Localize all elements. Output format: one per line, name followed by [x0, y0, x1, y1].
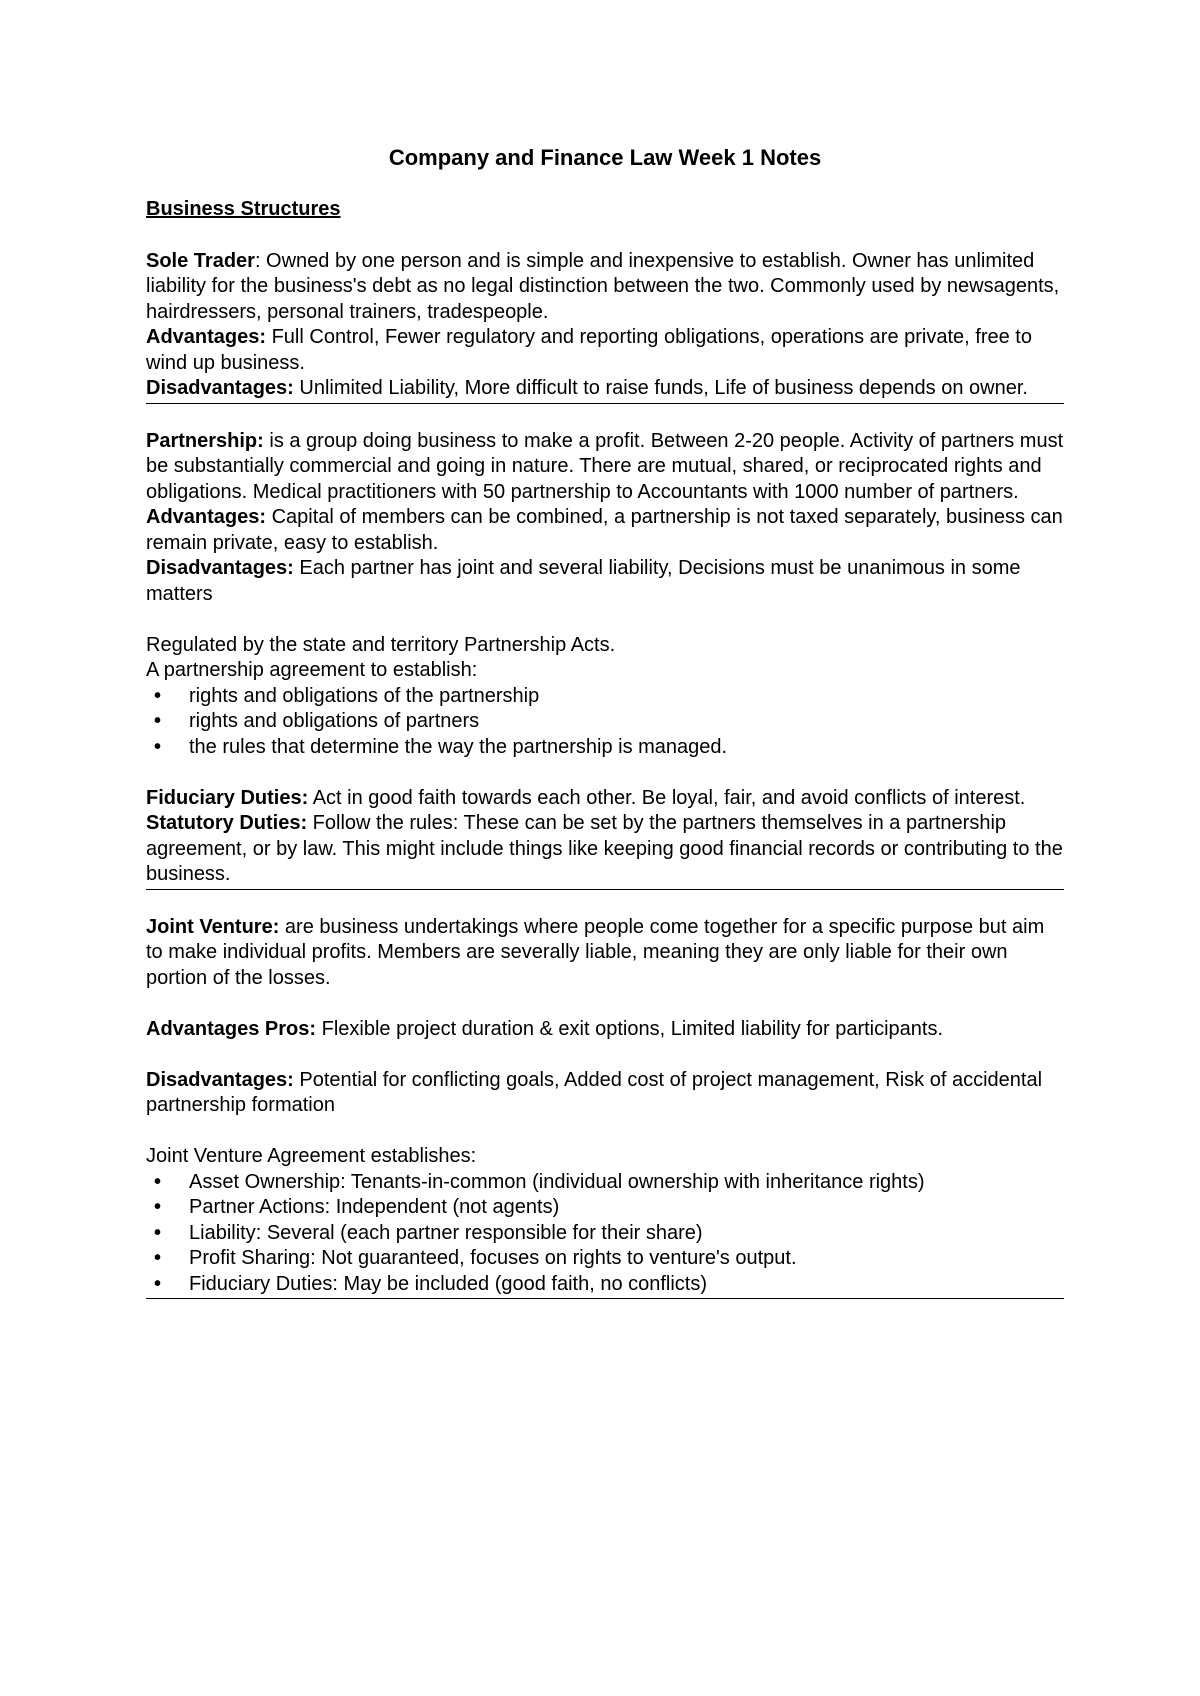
- document-title: Company and Finance Law Week 1 Notes: [388, 145, 822, 170]
- partnership-section: [146, 429, 1064, 888]
- list-item: • rights and obligations of the partnership: [146, 684, 1064, 710]
- list-item: • rights and obligations of partners: [146, 709, 1064, 735]
- partnership-label: Partnership:: [146, 429, 264, 452]
- section-divider: [146, 889, 1064, 890]
- sole-trader-paragraph: [146, 249, 1064, 326]
- sole-trader-disadvantages: [146, 376, 1064, 402]
- joint-venture-agreement-intro: Joint Venture Agreement establishes:: [146, 1145, 477, 1167]
- advantages-label: Advantages:: [146, 506, 267, 528]
- disadvantages-label: Disadvantages:: [146, 557, 294, 579]
- fiduciary-text: Act in good faith towards each other. Be loyal, fair, and avoid conflicts of interest.: [308, 786, 1026, 809]
- partnership-disadvantages: [146, 556, 1064, 607]
- partnership-regulated: Regulated by the state and territory Partnership Acts.: [146, 633, 616, 656]
- sole-trader-label: Sole Trader: [146, 249, 255, 272]
- partnership-agreement-list: [146, 684, 1064, 761]
- sole-trader-section: [146, 249, 1064, 402]
- list-item: • Liability: Several (each partner responsible for their share): [146, 1221, 1064, 1247]
- joint-venture-label: Joint Venture:: [146, 915, 280, 938]
- document-content: [146, 143, 1064, 1324]
- section-heading: Business Structures: [146, 198, 341, 220]
- disadvantages-text: Each partner has joint and several liability, Decisions must be unanimous in some matters: [146, 557, 1021, 605]
- joint-venture-section: [146, 915, 1064, 1298]
- joint-venture-advantages: [146, 1017, 1064, 1043]
- partnership-text: is a group doing business to make a profit. Between 2-20 people. Activity of partners must be substantially commercial and going in nature. There are mutual, shared, or reciprocated rights and obligations. Medical practitioners with 50 partnership to Accountants with 1000 number of partners.: [146, 429, 1064, 503]
- disadvantages-label: Disadvantages:: [146, 377, 294, 399]
- advantages-label: Advantages Pros:: [146, 1017, 317, 1040]
- list-item: • Fiduciary Duties: May be included (good faith, no conflicts): [146, 1272, 1064, 1298]
- section-divider: [146, 1298, 1064, 1299]
- statutory-text: Follow the rules: These can be set by the partners themselves in a partnership agreement, or by law. This might include things like keeping good financial records or contributing to the business.: [146, 812, 1063, 885]
- sole-trader-text: : Owned by one person and is simple and inexpensive to establish. Owner has unlimited liability for the business's debt as no legal distinction between the two. Commonly used by newsagents, hairdressers, personal trainers, tradespeople.: [146, 249, 1060, 323]
- list-item: • Partner Actions: Independent (not agents): [146, 1195, 1064, 1221]
- advantages-text: Capital of members can be combined, a partnership is not taxed separately, business can remain private, easy to establish.: [146, 506, 1063, 554]
- disadvantages-label: Disadvantages:: [146, 1068, 294, 1091]
- partnership-advantages: [146, 505, 1064, 556]
- list-item: • Profit Sharing: Not guaranteed, focuses on rights to venture's output.: [146, 1246, 1064, 1272]
- advantages-text: Flexible project duration & exit options, Limited liability for participants.: [316, 1017, 944, 1040]
- section-divider: [146, 403, 1064, 404]
- disadvantages-text: Potential for conflicting goals, Added cost of project management, Risk of accidental partnership formation: [146, 1068, 1043, 1116]
- statutory-label: Statutory Duties:: [146, 812, 308, 834]
- list-item: • Asset Ownership: Tenants-in-common (individual ownership with inheritance rights): [146, 1170, 1064, 1196]
- list-item: • the rules that determine the way the partnership is managed.: [146, 735, 1064, 761]
- joint-venture-disadvantages: [146, 1068, 1064, 1119]
- partnership-agreement-intro: A partnership agreement to establish:: [146, 659, 478, 681]
- partnership-paragraph: [146, 429, 1064, 506]
- fiduciary-duties: [146, 786, 1064, 812]
- sole-trader-advantages: [146, 325, 1064, 376]
- disadvantages-text: Unlimited Liability, More difficult to raise funds, Life of business depends on owner.: [293, 377, 1028, 399]
- joint-venture-text: are business undertakings where people come together for a specific purpose but aim to make individual profits. Members are severally liable, meaning they are only liable for their own portion of the losses.: [146, 915, 1045, 989]
- joint-venture-paragraph: [146, 915, 1064, 992]
- advantages-text: Full Control, Fewer regulatory and reporting obligations, operations are private, free to wind up business.: [146, 326, 1032, 374]
- advantages-label: Advantages:: [146, 326, 267, 348]
- statutory-duties: [146, 811, 1064, 888]
- fiduciary-label: Fiduciary Duties:: [146, 786, 309, 809]
- joint-venture-agreement-list: [146, 1170, 1064, 1298]
